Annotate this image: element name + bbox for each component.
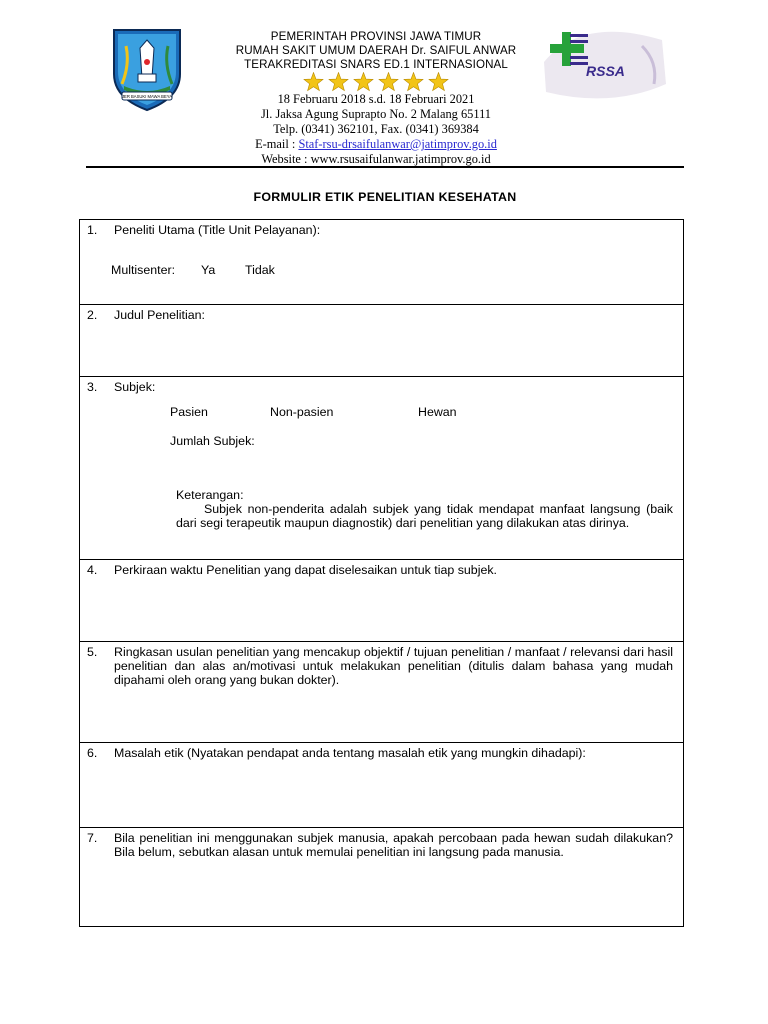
rssa-logo xyxy=(542,22,668,108)
hospital-website: Website : www.rsusaifulanwar.jatimprov.go.id xyxy=(261,152,491,166)
section-principal-researcher xyxy=(80,220,683,304)
section-label: Ringkasan usulan penelitian yang mencakup objektif / tujuan penelitian / manfaat / relevansi dari hasil penelitian dan alas an/motivasi untuk melakukan penelitian (ditulis dalam bahasa yang mudah dipahami oleh orang yang bukan dokter). xyxy=(114,645,673,687)
hospital-phone: Telp. (0341) 362101, Fax. (0341) 369384 xyxy=(273,122,479,136)
section-number: 1. xyxy=(87,223,98,237)
accreditation-stars xyxy=(190,72,562,92)
logo-banner-text: JER BASUKI MAWA BEYA xyxy=(121,94,173,99)
hospital-name: RUMAH SAKIT UMUM DAERAH Dr. SAIFUL ANWAR xyxy=(235,44,517,57)
email-link[interactable]: Staf-rsu-drsaifulanwar@jatimprov.go.id xyxy=(298,137,497,151)
subject-option-non-pasien[interactable]: Non-pasien xyxy=(270,405,334,419)
section-time-estimate xyxy=(80,559,683,641)
note-label: Keterangan: xyxy=(176,488,244,502)
section-number: 4. xyxy=(87,563,98,577)
section-research-title xyxy=(80,304,683,376)
hospital-email xyxy=(190,137,562,152)
section-subject xyxy=(80,376,683,559)
section-label: Peneliti Utama (Title Unit Pelayanan): xyxy=(114,223,321,237)
star-icon xyxy=(379,73,398,91)
subject-note xyxy=(176,488,673,530)
government-name: PEMERINTAH PROVINSI JAWA TIMUR xyxy=(270,30,482,43)
section-label: Perkiraan waktu Penelitian yang dapat diselesaikan untuk tiap subjek. xyxy=(114,563,497,577)
section-label: Masalah etik (Nyatakan pendapat anda tentang masalah etik yang mungkin dihadapi): xyxy=(114,746,586,760)
section-research-summary xyxy=(80,641,683,742)
section-label: Judul Penelitian: xyxy=(114,308,205,322)
star-icon xyxy=(429,73,448,91)
section-animal-testing xyxy=(80,827,683,926)
hospital-address: Jl. Jaksa Agung Suprapto No. 2 Malang 65111 xyxy=(260,107,491,121)
section-number: 2. xyxy=(87,308,98,322)
note-text: Subjek non-penderita adalah subjek yang tidak mendapat manfaat langsung (baik dari segi terapeutik maupun diagnostik) dari penelitian yang dilakukan atas dirinya. xyxy=(176,502,673,530)
section-number: 5. xyxy=(87,645,98,659)
multisenter-label: Multisenter: xyxy=(111,263,176,277)
form-title: FORMULIR ETIK PENELITIAN KESEHATAN xyxy=(253,190,517,204)
section-ethical-issues xyxy=(80,742,683,827)
star-icon xyxy=(329,73,348,91)
subject-count-label: Jumlah Subjek: xyxy=(170,434,255,448)
subject-option-hewan[interactable]: Hewan xyxy=(418,405,457,419)
accreditation-line: TERAKREDITASI SNARS ED.1 INTERNASIONAL xyxy=(244,58,508,71)
section-number: 6. xyxy=(87,746,98,760)
section-number: 3. xyxy=(87,380,98,394)
letterhead-divider xyxy=(86,166,684,168)
rssa-logo-text: RSSA xyxy=(586,63,625,79)
east-java-province-logo xyxy=(108,26,186,112)
email-label: E-mail : xyxy=(255,137,299,151)
multisenter-option-ya[interactable]: Ya xyxy=(201,263,216,277)
letterhead-text xyxy=(190,30,562,167)
ethics-form-table xyxy=(79,219,684,927)
multisenter-option-tidak[interactable]: Tidak xyxy=(245,263,275,277)
star-icon xyxy=(354,73,373,91)
section-label: Bila penelitian ini menggunakan subjek manusia, apakah percobaan pada hewan sudah dilakukan? Bila belum, sebutkan alasan untuk memulai penelitian ini langsung pada manusia. xyxy=(114,831,673,859)
section-number: 7. xyxy=(87,831,98,845)
accreditation-period: 18 Februaru 2018 s.d. 18 Februari 2021 xyxy=(277,92,475,106)
section-label: Subjek: xyxy=(114,380,156,394)
star-icon xyxy=(404,73,423,91)
star-icon xyxy=(304,73,323,91)
subject-option-pasien[interactable]: Pasien xyxy=(170,405,208,419)
